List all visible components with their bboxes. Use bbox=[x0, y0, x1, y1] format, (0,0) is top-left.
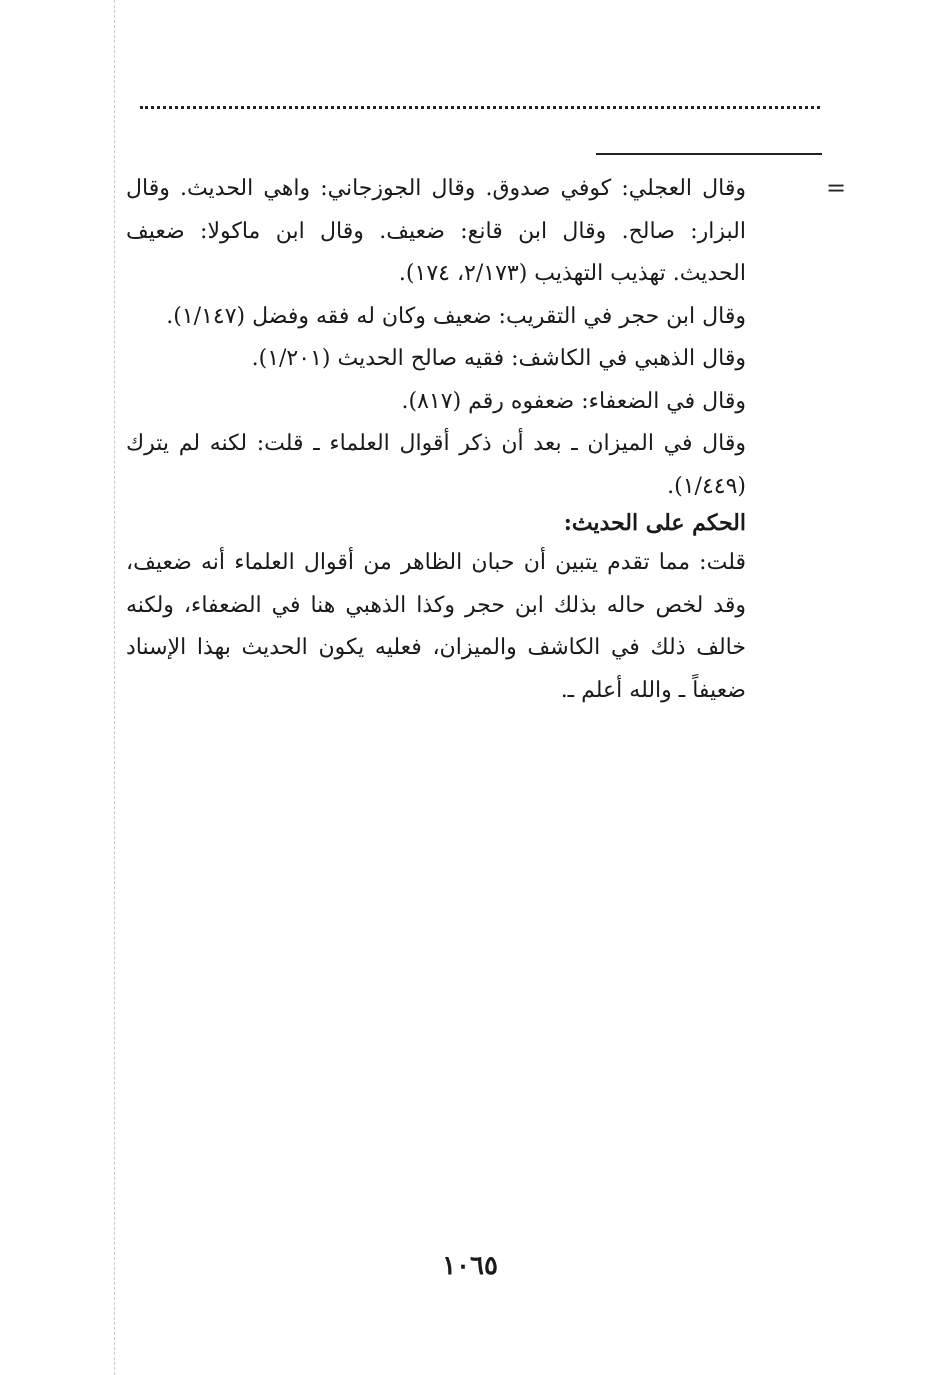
footnote-paragraph: وقال العجلي: كوفي صدوق. وقال الجوزجاني: واهي الحديث. وقال البزار: صالح. وقال ابن قانع: ضعيف. وقال ابن ماكولا: ضعيف الحديث. تهذيب التهذيب (٢/١٧٣، ١٧٤). bbox=[126, 176, 746, 286]
conclusion-block bbox=[126, 542, 746, 712]
conclusion-paragraph: قلت: مما تقدم يتبين أن حبان الظاهر من أقوال العلماء أنه ضعيف، وقد لخص حاله بذلك ابن حجر وكذا الذهبي هنا في الضعفاء، ولكنه خالف ذلك في الكاشف والميزان، فعليه يكون الحديث بهذا الإسناد ضعيفاً ـ والله أعلم ـ. bbox=[126, 550, 747, 703]
footnote-rule bbox=[596, 153, 822, 155]
footnote-paragraph: وقال في الميزان ـ بعد أن ذكر أقوال العلماء ـ قلت: لكنه لم يترك (١/٤٤٩). bbox=[126, 431, 746, 499]
continuation-mark: = bbox=[826, 174, 847, 202]
footnote-paragraph: وقال الذهبي في الكاشف: فقيه صالح الحديث (١/٢٠١). bbox=[251, 346, 746, 371]
footnote-paragraph: وقال في الضعفاء: ضعفوه رقم (٨١٧). bbox=[401, 388, 746, 414]
dotted-separator bbox=[140, 106, 820, 109]
binding-margin-line bbox=[114, 0, 115, 1375]
footnote-block bbox=[126, 168, 746, 508]
page-number: ١٠٦٥ bbox=[442, 1251, 498, 1281]
section-heading: الحكم على الحديث: bbox=[563, 510, 746, 536]
footnote-paragraph: وقال ابن حجر في التقريب: ضعيف وكان له فقه وفضل (١/١٤٧). bbox=[166, 303, 746, 329]
